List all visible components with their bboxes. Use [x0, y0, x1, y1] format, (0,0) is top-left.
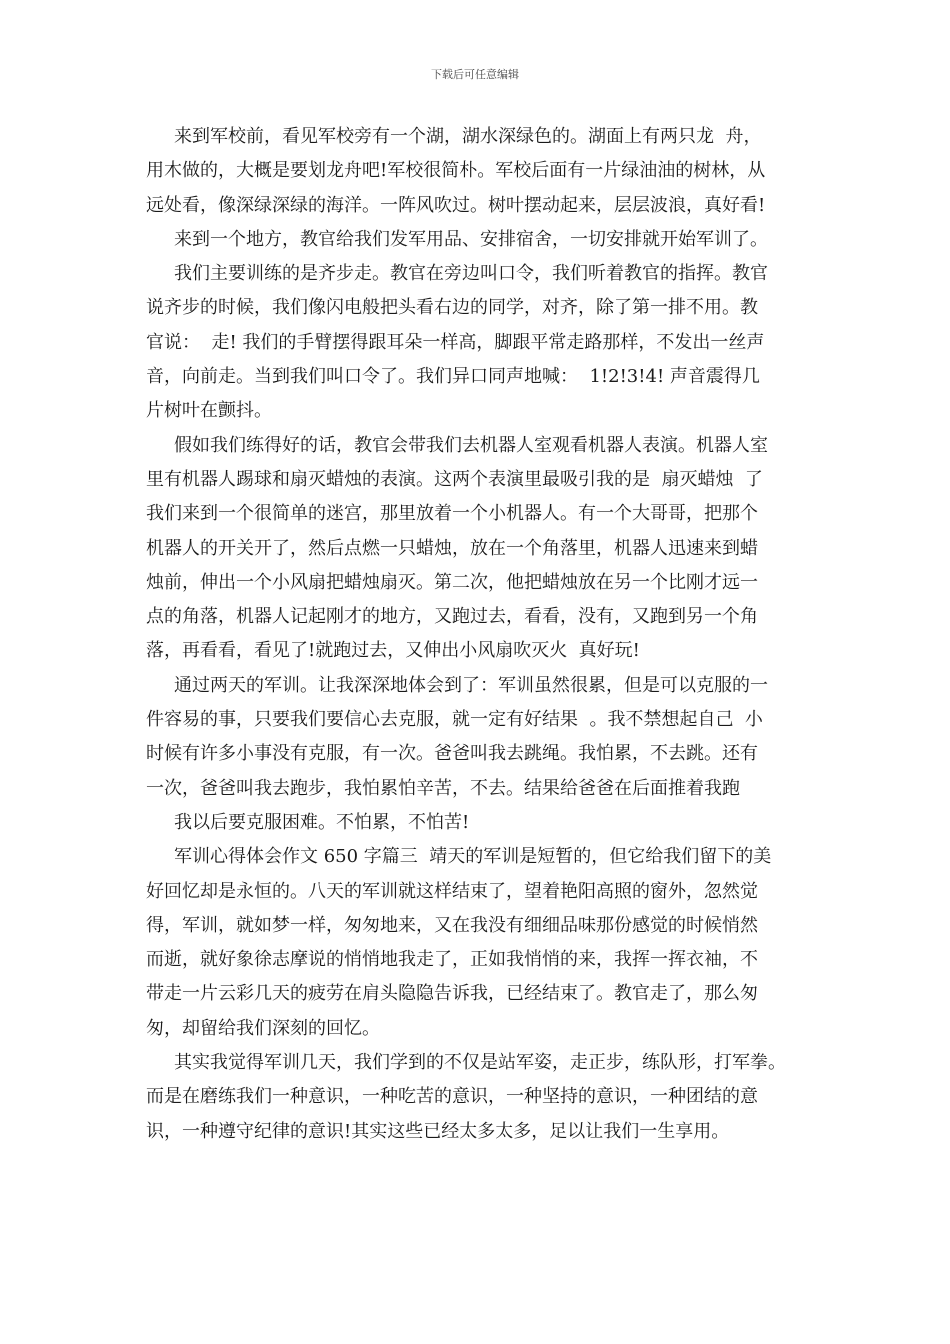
text-line: 我以后要克服困难。不怕累，不怕苦!	[174, 811, 470, 833]
page-header: 下载后可任意编辑	[431, 68, 519, 81]
text-line: 音，向前走。当到我们叫口令了。我们异口同声地喊： 1!2!3!4! 声音震得几	[146, 366, 760, 388]
text-line: 一次，爸爸叫我去跑步，我怕累怕辛苦，不去。结果给爸爸在后面推着我跑	[146, 777, 740, 799]
text-line: 落，再看看，看见了!就跑过去，又伸出小风扇吹灭火 真好玩!	[146, 640, 640, 662]
text-line: 而是在磨练我们一种意识，一种吃苦的意识，一种坚持的意识，一种团结的意	[146, 1086, 758, 1108]
text-line: 里有机器人踢球和扇灭蜡烛的表演。这两个表演里最吸引我的是 扇灭蜡烛 了	[146, 468, 763, 490]
text-line: 说齐步的时候，我们像闪电般把头看右边的同学，对齐，除了第一排不用。教	[146, 297, 758, 319]
text-line: 官说： 走! 我们的手臂摆得跟耳朵一样高，脚跟平常走路那样，不发出一丝声	[146, 331, 765, 353]
text-line: 通过两天的军训。让我深深地体会到了：军训虽然很累，但是可以克服的一	[174, 674, 768, 696]
text-line: 来到军校前，看见军校旁有一个湖，湖水深绿色的。湖面上有两只龙 舟，	[174, 126, 762, 147]
text-line: 而逝，就好象徐志摩说的悄悄地我走了，正如我悄悄的来，我挥一挥衣袖，不	[146, 949, 758, 971]
text-line: 军训心得体会作文 650 字篇三 靖天的军训是短暂的，但它给我们留下的美	[174, 846, 772, 868]
text-line: 我们来到一个很简单的迷宫，那里放着一个小机器人。有一个大哥哥，把那个	[146, 503, 758, 525]
text-line: 带走一片云彩几天的疲劳在肩头隐隐告诉我，已经结束了。教官走了，那么匆	[146, 983, 758, 1005]
text-line: 片树叶在颤抖。	[146, 400, 272, 422]
text-line: 得，军训，就如梦一样，匆匆地来，又在我没有细细品味那份感觉的时候悄然	[146, 914, 758, 936]
text-line: 远处看，像深绿深绿的海洋。一阵风吹过。树叶摆动起来，层层波浪，真好看!	[146, 194, 766, 216]
text-line: 用木做的，大概是要划龙舟吧!军校很简朴。军校后面有一片绿油油的树林，从	[146, 160, 766, 182]
text-line: 点的角落，机器人记起刚才的地方，又跑过去，看看，没有，又跑到另一个角	[146, 606, 758, 628]
text-line: 烛前，伸出一个小风扇把蜡烛扇灭。第二次，他把蜡烛放在另一个比刚才远一	[146, 571, 758, 593]
text-line: 其实我觉得军训几天，我们学到的不仅是站军姿，走正步，练队形，打军拳。	[174, 1052, 786, 1074]
text-line: 机器人的开关开了，然后点燃一只蜡烛，放在一个角落里，机器人迅速来到蜡	[146, 537, 758, 559]
text-line: 时候有许多小事没有克服，有一次。爸爸叫我去跳绳。我怕累，不去跳。还有	[146, 743, 758, 765]
text-line: 匆，却留给我们深刻的回忆。	[146, 1017, 380, 1039]
text-line: 件容易的事，只要我们要信心去克服，就一定有好结果 。我不禁想起自己 小	[146, 709, 763, 731]
document-body	[146, 120, 816, 1149]
text-line: 假如我们练得好的话，教官会带我们去机器人室观看机器人表演。机器人室	[174, 434, 768, 456]
text-line: 来到一个地方，教官给我们发军用品、安排宿舍，一切安排就开始军训了。	[174, 228, 768, 250]
text-line: 我们主要训练的是齐步走。教官在旁边叫口令，我们听着教官的指挥。教官	[174, 263, 768, 285]
text-line: 好回忆却是永恒的。八天的军训就这样结束了，望着艳阳高照的窗外，忽然觉	[146, 880, 758, 902]
text-line: 识，一种遵守纪律的意识!其实这些已经太多太多，足以让我们一生享用。	[146, 1120, 730, 1142]
